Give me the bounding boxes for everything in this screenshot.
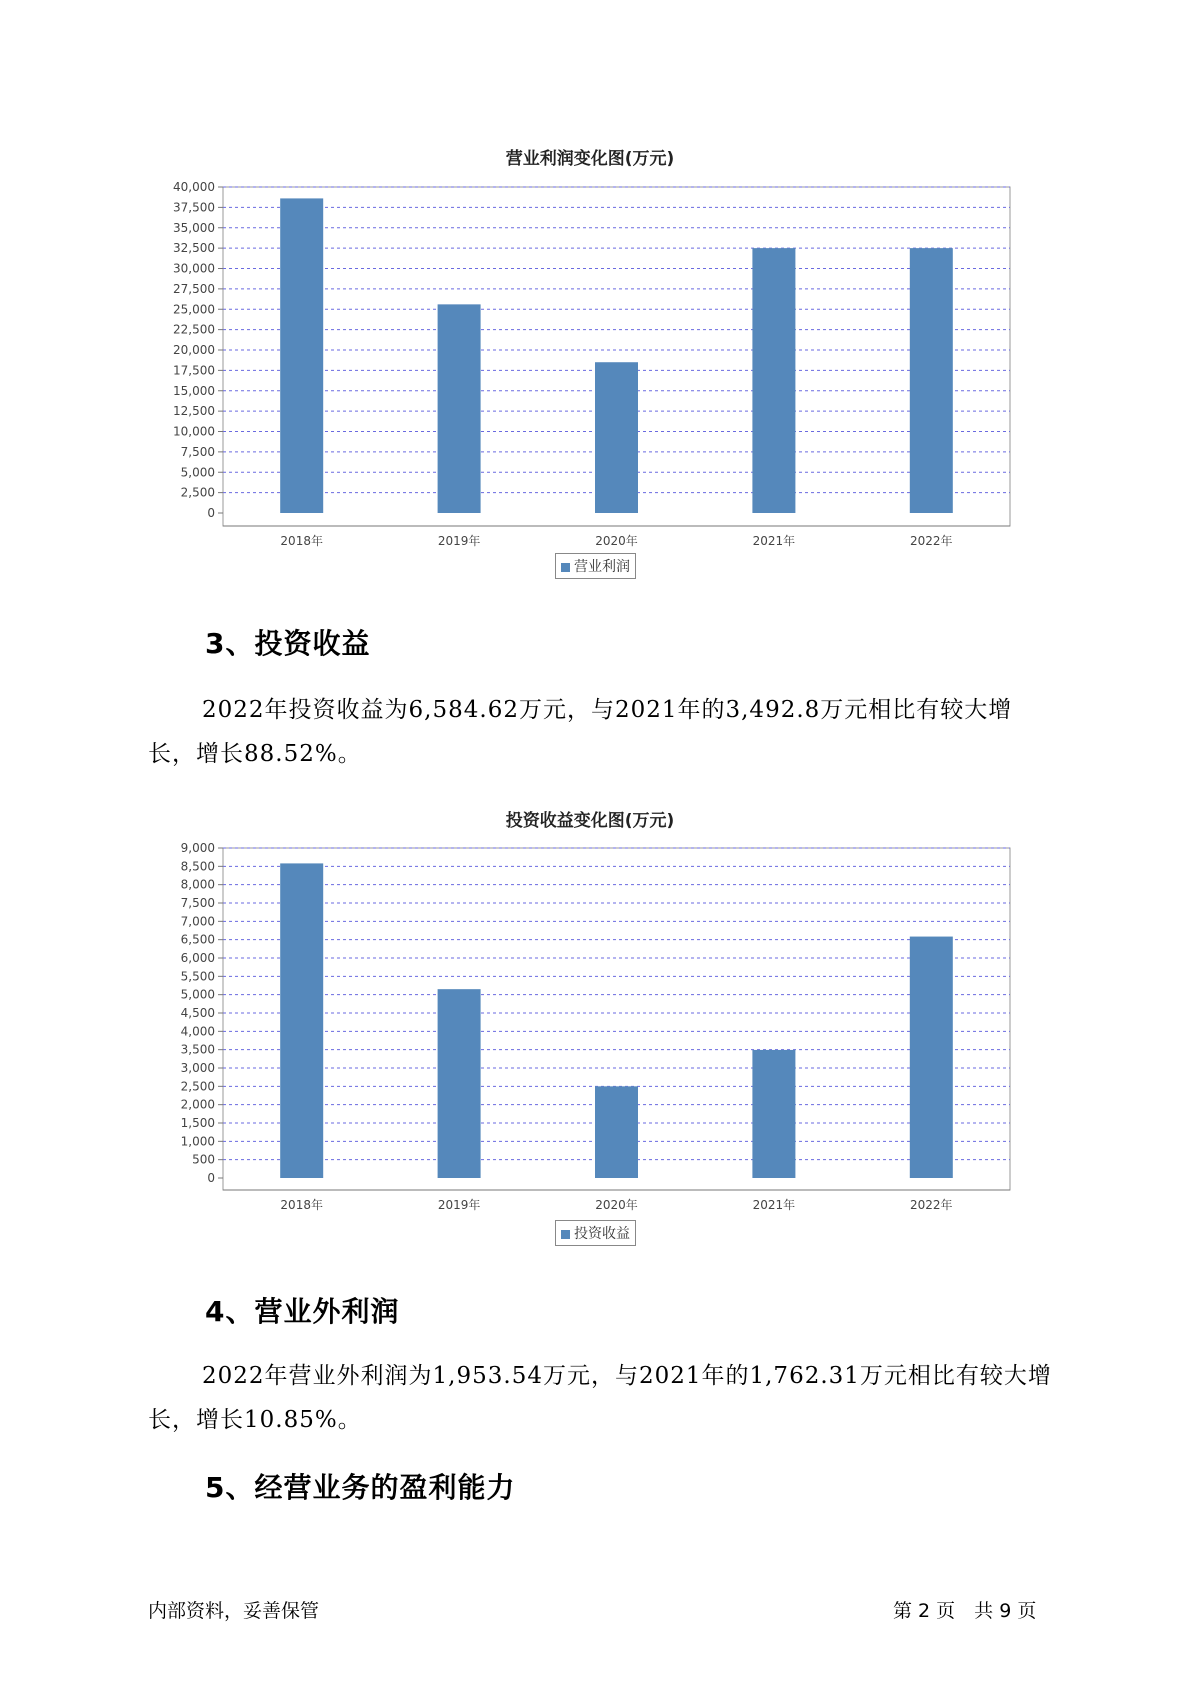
chart-plot — [150, 140, 1030, 590]
y-tick-label: 2,000 — [180, 1097, 215, 1112]
x-tick-label: 2022年 — [910, 1198, 953, 1212]
y-tick-label: 20,000 — [173, 343, 215, 357]
x-tick-label: 2022年 — [910, 534, 953, 548]
y-tick-label: 15,000 — [173, 383, 215, 398]
y-tick-label: 7,500 — [180, 896, 215, 910]
bar-2019年 — [438, 304, 481, 513]
y-tick-label: 30,000 — [173, 261, 215, 276]
bar-2020年 — [595, 1086, 638, 1178]
y-tick-label: 10,000 — [173, 424, 215, 439]
chart-title: 投资收益变化图(万元) — [505, 811, 675, 831]
x-tick-label: 2019年 — [437, 1198, 481, 1212]
y-tick-label: 5,000 — [180, 987, 215, 1002]
paragraph-investment-income: 2022年投资收益为6,584.62万元，与2021年的3,492.8万元相比有较大增长，增长88.52%。 — [148, 697, 1013, 767]
x-tick-label: 2021年 — [752, 1198, 796, 1212]
y-tick-label: 8,500 — [180, 859, 215, 874]
legend-swatch — [561, 563, 570, 572]
bar-2020年 — [595, 362, 638, 513]
y-tick-label: 32,500 — [173, 241, 215, 256]
y-tick-label: 5,500 — [180, 969, 215, 984]
chart-legend — [555, 1220, 636, 1246]
y-tick-label: 22,500 — [173, 322, 215, 337]
x-tick-label: 2020年 — [595, 534, 638, 548]
y-tick-label: 35,000 — [173, 220, 215, 235]
y-tick-label: 4,500 — [180, 1006, 215, 1020]
y-tick-label: 7,500 — [180, 444, 215, 459]
y-tick-label: 3,000 — [180, 1061, 215, 1075]
y-tick-label: 6,500 — [180, 932, 215, 947]
operating-profit-chart — [150, 140, 1030, 590]
x-tick-label: 2020年 — [595, 1198, 638, 1212]
y-tick-label: 500 — [192, 1152, 215, 1167]
y-tick-label: 0 — [207, 1171, 215, 1185]
x-tick-label: 2018年 — [280, 1198, 323, 1212]
footer-page-number: 第 2 页 共 9 页 — [893, 1600, 1037, 1622]
bar-2018年 — [280, 863, 323, 1178]
chart-title: 营业利润变化图(万元) — [505, 149, 675, 169]
y-tick-label: 27,500 — [173, 281, 215, 296]
bar-2021年 — [752, 248, 795, 513]
bar-2018年 — [280, 198, 323, 513]
legend-label: 投资收益 — [574, 1226, 630, 1242]
y-tick-label: 7,000 — [180, 914, 215, 929]
chart-plot — [150, 802, 1030, 1262]
x-tick-label: 2018年 — [280, 534, 323, 548]
y-tick-label: 0 — [207, 506, 215, 520]
bar-2022年 — [910, 248, 953, 513]
bar-2022年 — [910, 937, 953, 1178]
y-tick-label: 8,000 — [180, 877, 215, 892]
y-tick-label: 5,000 — [180, 465, 215, 480]
chart-legend — [555, 553, 636, 579]
bar-2019年 — [438, 989, 481, 1178]
y-tick-label: 1,500 — [180, 1116, 215, 1130]
y-tick-label: 17,500 — [173, 363, 215, 378]
y-tick-label: 6,000 — [180, 951, 215, 965]
section-heading-investment-income: 3、投资收益 — [205, 627, 371, 660]
y-tick-label: 25,000 — [173, 302, 215, 317]
y-tick-label: 12,500 — [173, 404, 215, 419]
footer-confidential: 内部资料，妥善保管 — [148, 1600, 320, 1622]
y-tick-label: 2,500 — [180, 1079, 215, 1094]
y-tick-label: 9,000 — [180, 841, 215, 855]
y-tick-label: 4,000 — [180, 1024, 215, 1039]
paragraph-non-operating-profit: 2022年营业外利润为1,953.54万元，与2021年的1,762.31万元相比有较大增长，增长10.85%。 — [148, 1363, 1052, 1433]
section-heading-operating-profitability: 5、经营业务的盈利能力 — [205, 1471, 516, 1504]
bar-2021年 — [752, 1050, 795, 1178]
x-tick-label: 2019年 — [437, 534, 481, 548]
investment-income-chart — [150, 802, 1030, 1262]
section-heading-non-operating-profit: 4、营业外利润 — [205, 1295, 400, 1328]
y-tick-label: 3,500 — [180, 1042, 215, 1057]
y-tick-label: 40,000 — [173, 180, 215, 194]
y-tick-label: 37,500 — [173, 200, 215, 215]
legend-label: 营业利润 — [574, 559, 630, 575]
y-tick-label: 2,500 — [180, 485, 215, 500]
x-tick-label: 2021年 — [752, 534, 796, 548]
y-tick-label: 1,000 — [180, 1134, 215, 1149]
legend-swatch — [561, 1230, 570, 1239]
